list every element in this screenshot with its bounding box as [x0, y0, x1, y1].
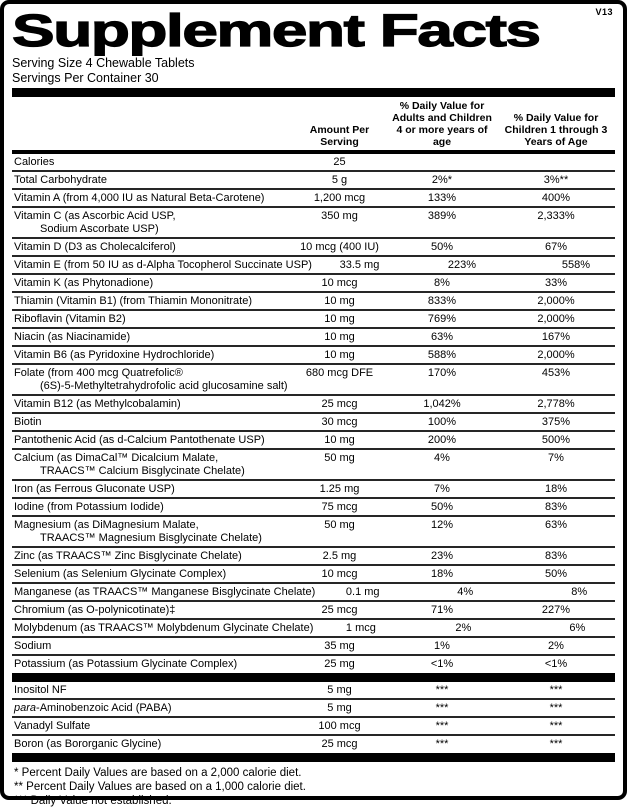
table-row [12, 190, 615, 208]
amount-value: 35 mg [324, 640, 355, 652]
amount-value: 100 mcg [318, 720, 361, 732]
nutrient-name: Manganese (as TRAACS™ Manganese Bisglycinate Chelate) [14, 586, 316, 598]
table-row [12, 239, 615, 257]
table-row [12, 365, 615, 396]
dv-adults-value: 833% [427, 295, 457, 307]
table-row [12, 566, 615, 584]
nutrient-name: Calcium (as DimaCal™ Dicalcium Malate, TRAACS™ Calcium Bisglycinate Chelate) [12, 452, 292, 478]
amount-value: 25 [333, 156, 346, 168]
nutrient-name-continued: TRAACS™ Calcium Bisglycinate Chelate) [40, 465, 245, 477]
dv-children-value: 558% [561, 259, 591, 271]
dv-children-value: *** [549, 738, 563, 750]
dv-children-value: 8% [571, 586, 588, 598]
table-row [12, 602, 615, 620]
dv-children-value: *** [549, 702, 563, 714]
amount-value: 30 mcg [321, 416, 358, 428]
dv-children-value: 2,000% [537, 349, 575, 361]
table-row [12, 700, 615, 718]
dv-adults-value: 2% [455, 622, 472, 634]
dv-children-value: 6% [569, 622, 586, 634]
table-row [12, 347, 615, 365]
dv-adults-value: <1% [430, 658, 454, 670]
footnotes [12, 762, 615, 808]
nutrient-name: Vitamin B6 (as Pyridoxine Hydrochloride) [14, 349, 215, 361]
serving-size: Serving Size 4 Chewable Tablets [12, 56, 195, 70]
amount-value: 50 mg [324, 519, 355, 531]
dv-children-value: *** [549, 684, 563, 696]
servings-per-container: Servings Per Container 30 [12, 71, 159, 85]
amount-value: 10 mg [324, 295, 355, 307]
nutrient-name: Chromium (as O-polynicotinate)‡ [14, 604, 176, 616]
dv-children-value: 33% [544, 277, 568, 289]
dv-children-value: 2,000% [537, 295, 575, 307]
table-row [12, 718, 615, 736]
table-row [12, 481, 615, 499]
amount-value: 10 mcg (400 IU) [300, 241, 379, 253]
amount-value: 10 mg [324, 313, 355, 325]
amount-value: 10 mg [324, 349, 355, 361]
amount-value: 5 mg [327, 684, 352, 696]
nutrient-name: Sodium [14, 640, 52, 652]
table-row [12, 293, 615, 311]
amount-value: 1.25 mg [319, 483, 360, 495]
amount-value: 680 mcg DFE [305, 367, 374, 379]
amount-value: 25 mcg [321, 398, 358, 410]
amount-value: 10 mg [324, 331, 355, 343]
dv-adults-value: 8% [434, 277, 450, 289]
dv-children-value: <1% [544, 658, 568, 670]
amount-value: 50 mg [324, 452, 355, 464]
dv-adults-value: 769% [427, 313, 457, 325]
dv-adults-value: 1,042% [423, 398, 461, 410]
dv-children-value: 227% [541, 604, 571, 616]
dv-adults-value: 71% [430, 604, 454, 616]
table-row [12, 414, 615, 432]
table-row [12, 656, 615, 673]
table-row [12, 682, 615, 700]
dv-adults-value: 389% [427, 210, 457, 222]
nutrient-name: Thiamin (Vitamin B1) (from Thiamin Mononitrate) [14, 295, 253, 307]
dv-adults-value: *** [435, 720, 449, 732]
dv-children-value: 67% [544, 241, 568, 253]
dv-children-value: 500% [541, 434, 571, 446]
header-amount-per-serving: Amount Per Serving [309, 124, 370, 148]
table-row [12, 638, 615, 656]
nutrient-name: Magnesium (as DiMagnesium Malate, TRAACS™ Magnesium Bisglycinate Chelate) [12, 519, 292, 545]
section-divider-bar [12, 88, 615, 97]
amount-value: 75 mcg [321, 501, 358, 513]
nutrient-name: Vanadyl Sulfate [14, 720, 91, 732]
amount-value: 5 g [331, 174, 348, 186]
amount-value: 0.1 mg [345, 586, 380, 598]
nutrient-name: Vitamin D (D3 as Cholecalciferol) [14, 241, 176, 253]
footnote-2000-calorie: * Percent Daily Values are based on a 2,000 calorie diet. [14, 767, 302, 779]
dv-adults-value: *** [435, 684, 449, 696]
nutrient-name: Boron (as Bororganic Glycine) [14, 738, 162, 750]
nutrient-name: Total Carbohydrate [14, 174, 107, 186]
nutrient-name: Inositol NF [14, 684, 67, 696]
nutrient-name: Vitamin A (from 4,000 IU as Natural Beta-Carotene) [14, 192, 265, 204]
table-header-row [12, 97, 615, 154]
table-row [12, 329, 615, 347]
nutrient-name: Molybdenum (as TRAACS™ Molybdenum Glycinate Chelate) [14, 622, 314, 634]
nutrient-name: Vitamin K (as Phytonadione) [14, 277, 154, 289]
dv-children-value: 7% [548, 452, 564, 464]
table-row [12, 432, 615, 450]
other-ingredients-table [12, 682, 615, 753]
table-row [12, 172, 615, 190]
section-divider-bar [12, 673, 615, 682]
amount-value: 1 mcg [345, 622, 376, 634]
amount-value: 1,200 mcg [313, 192, 366, 204]
footnote-dv-not-established: *** Daily Value not established. [14, 795, 172, 807]
amount-value: 25 mg [324, 658, 355, 670]
version-tag: V13 [595, 7, 613, 17]
footnote-1000-calorie: ** Percent Daily Values are based on a 1,000 calorie diet. [14, 781, 306, 793]
amount-value: 25 mcg [321, 738, 358, 750]
dv-children-value: 400% [541, 192, 571, 204]
dv-adults-value: 23% [430, 550, 454, 562]
nutrient-name: Vitamin E (from 50 IU as d-Alpha Tocopherol Succinate USP) [14, 259, 312, 271]
dv-children-value: 50% [544, 568, 568, 580]
dv-children-value: 83% [544, 550, 568, 562]
dv-children-value: 453% [541, 367, 571, 379]
dv-adults-value: 100% [427, 416, 457, 428]
nutrient-name: Folate (from 400 mcg Quatrefolic® (6S)-5-Methyltetrahydrofolic acid glucosamine salt) [12, 367, 292, 393]
amount-value: 350 mg [321, 210, 358, 222]
title-row [12, 5, 615, 56]
dv-adults-value: 1% [434, 640, 450, 652]
nutrient-name: Iodine (from Potassium Iodide) [14, 501, 164, 513]
nutrient-name-continued: TRAACS™ Magnesium Bisglycinate Chelate) [40, 532, 262, 544]
nutrient-name: Selenium (as Selenium Glycinate Complex) [14, 568, 227, 580]
section-divider-bar [12, 753, 615, 762]
table-row [12, 396, 615, 414]
header-dv-adults: % Daily Value for Adults and Children 4 or more years of age [392, 100, 492, 148]
nutrient-name: Iron (as Ferrous Gluconate USP) [14, 483, 175, 495]
table-row [12, 620, 615, 638]
dv-children-value: 2,000% [537, 313, 575, 325]
nutrient-name: Biotin [14, 416, 42, 428]
dv-children-value: 2,333% [537, 210, 575, 222]
dv-adults-value: 50% [430, 241, 454, 253]
dv-adults-value: 200% [427, 434, 457, 446]
table-row [12, 208, 615, 239]
nutrient-name: Pantothenic Acid (as d-Calcium Pantothenate USP) [14, 434, 265, 446]
dv-adults-value: 588% [427, 349, 457, 361]
nutrient-name: Calories [14, 156, 55, 168]
dv-adults-value: 2%* [431, 174, 453, 186]
amount-value: 33.5 mg [339, 259, 380, 271]
dv-adults-value: 18% [430, 568, 454, 580]
nutrient-name-continued: Sodium Ascorbate USP) [40, 223, 159, 235]
nutrient-name-italic-prefix: para [14, 702, 37, 714]
amount-value: 5 mg [327, 702, 352, 714]
nutrient-name-continued: (6S)-5-Methyltetrahydrofolic acid glucosamine salt) [40, 380, 288, 392]
dv-children-value: 18% [544, 483, 568, 495]
dv-adults-value: 4% [434, 452, 450, 464]
nutrient-name: Vitamin B12 (as Methylcobalamin) [14, 398, 181, 410]
table-row [12, 584, 615, 602]
dv-children-value: 375% [541, 416, 571, 428]
dv-adults-value: 133% [427, 192, 457, 204]
table-row [12, 450, 615, 481]
dv-adults-value: 12% [430, 519, 454, 531]
page-title: Supplement Facts [12, 5, 540, 56]
amount-value: 2.5 mg [322, 550, 357, 562]
nutrient-name: Vitamin C (as Ascorbic Acid USP, Sodium Ascorbate USP) [12, 210, 292, 236]
table-row [12, 499, 615, 517]
dv-children-value: 167% [541, 331, 571, 343]
table-row [12, 311, 615, 329]
nutrient-table [12, 154, 615, 673]
amount-value: 10 mcg [321, 568, 358, 580]
dv-children-value: 2,778% [537, 398, 575, 410]
nutrient-name: para-Aminobenzoic Acid (PABA) [14, 702, 172, 714]
table-row [12, 736, 615, 753]
table-row [12, 275, 615, 293]
dv-children-value: *** [549, 720, 563, 732]
amount-value: 10 mg [324, 434, 355, 446]
header-dv-children: % Daily Value for Children 1 through 3 Years of Age [504, 112, 608, 148]
dv-adults-value: 50% [430, 501, 454, 513]
nutrient-name: Zinc (as TRAACS™ Zinc Bisglycinate Chelate) [14, 550, 242, 562]
dv-adults-value: *** [435, 702, 449, 714]
table-row [12, 517, 615, 548]
dv-adults-value: *** [435, 738, 449, 750]
dv-adults-value: 7% [434, 483, 450, 495]
dv-children-value: 63% [544, 519, 568, 531]
table-row [12, 154, 615, 172]
dv-children-value: 83% [544, 501, 568, 513]
dv-adults-value: 170% [427, 367, 457, 379]
dv-adults-value: 223% [447, 259, 477, 271]
dv-children-value: 3%** [543, 174, 569, 186]
table-row [12, 257, 615, 275]
dv-adults-value: 63% [430, 331, 454, 343]
dv-children-value: 2% [548, 640, 564, 652]
nutrient-name: Potassium (as Potassium Glycinate Complex) [14, 658, 238, 670]
table-row [12, 548, 615, 566]
nutrient-name: Niacin (as Niacinamide) [14, 331, 131, 343]
amount-value: 25 mcg [321, 604, 358, 616]
nutrient-name: Riboflavin (Vitamin B2) [14, 313, 126, 325]
amount-value: 10 mcg [321, 277, 358, 289]
dv-adults-value: 4% [457, 586, 474, 598]
